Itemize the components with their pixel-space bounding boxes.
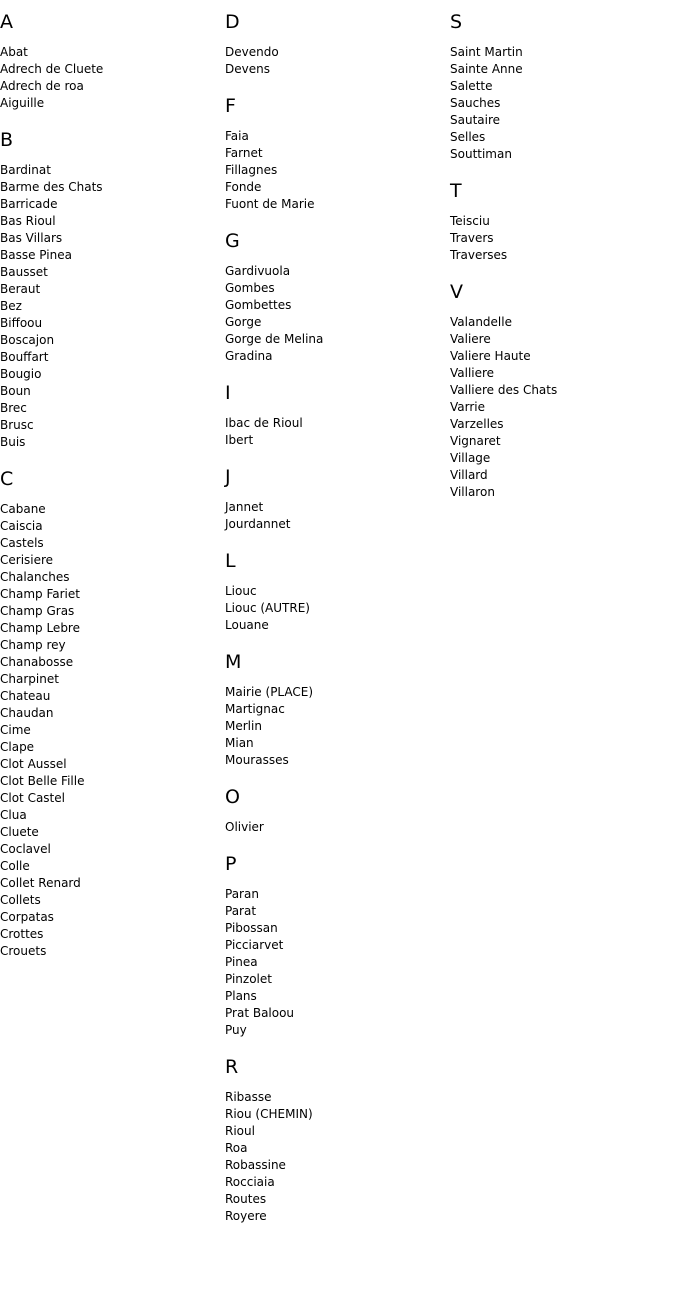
place-link[interactable]: Travers	[450, 231, 494, 245]
place-link[interactable]: Village	[450, 451, 491, 465]
place-list	[225, 128, 445, 213]
place-link[interactable]: Valiere	[450, 332, 491, 346]
letter-group-p	[225, 852, 445, 1039]
letter-heading: P	[225, 853, 237, 875]
place-link[interactable]: Buis	[0, 435, 26, 449]
place-link[interactable]: Gombettes	[225, 298, 292, 312]
place-link[interactable]: Ibac de Rioul	[225, 416, 303, 430]
place-link[interactable]: Fuont de Marie	[225, 197, 315, 211]
place-link[interactable]: Varrie	[450, 400, 486, 414]
place-link[interactable]: Barme des Chats	[0, 180, 103, 194]
place-link[interactable]: Valliere des Chats	[450, 383, 558, 397]
place-link[interactable]: Villard	[450, 468, 488, 482]
letter-group-t	[450, 179, 670, 264]
place-link[interactable]: Bas Rioul	[0, 214, 56, 228]
place-link[interactable]: Farnet	[225, 146, 263, 160]
place-link[interactable]: Prat Baloou	[225, 1006, 295, 1020]
place-link[interactable]: Pibossan	[225, 921, 278, 935]
place-link[interactable]: Rocciaia	[225, 1175, 275, 1189]
place-link[interactable]: Saint Martin	[450, 45, 523, 59]
place-list	[450, 44, 670, 163]
place-link[interactable]: Gardivuola	[225, 264, 291, 278]
letter-heading: L	[225, 550, 236, 572]
place-link[interactable]: Champ rey	[0, 638, 66, 652]
letter-group-a	[0, 10, 220, 112]
letter-heading: A	[0, 11, 13, 33]
place-link[interactable]: Biffoou	[0, 316, 43, 330]
place-link[interactable]: Barricade	[0, 197, 58, 211]
place-link[interactable]: Faia	[225, 129, 249, 143]
place-link[interactable]: Beraut	[0, 282, 41, 296]
place-link[interactable]: Jannet	[225, 500, 264, 514]
place-link[interactable]: Picciarvet	[225, 938, 284, 952]
letter-heading: T	[450, 180, 462, 202]
letter-heading: R	[225, 1056, 239, 1078]
place-link[interactable]: Selles	[450, 130, 486, 144]
place-link[interactable]: Bouffart	[0, 350, 49, 364]
letter-heading: G	[225, 230, 240, 252]
place-link[interactable]: Chanabosse	[0, 655, 74, 669]
place-link[interactable]: Ribasse	[225, 1090, 272, 1104]
place-link[interactable]: Champ Gras	[0, 604, 75, 618]
place-link[interactable]: Villaron	[450, 485, 495, 499]
index-column-1	[0, 10, 220, 976]
place-link[interactable]: Aiguille	[0, 96, 45, 110]
letter-group-b	[0, 128, 220, 451]
place-link[interactable]: Crottes	[0, 927, 44, 941]
place-link[interactable]: Chateau	[0, 689, 51, 703]
place-link[interactable]: Coclavel	[0, 842, 51, 856]
place-link[interactable]: Brec	[0, 401, 27, 415]
place-link[interactable]: Mourasses	[225, 753, 289, 767]
place-link[interactable]: Parat	[225, 904, 257, 918]
place-link[interactable]: Adrech de Cluete	[0, 62, 104, 76]
place-list	[0, 162, 220, 451]
place-link[interactable]: Pinzolet	[225, 972, 272, 986]
letter-group-m	[225, 650, 445, 769]
letter-group-l	[225, 549, 445, 634]
place-link[interactable]: Caiscia	[0, 519, 43, 533]
place-link[interactable]: Valliere	[450, 366, 495, 380]
place-link[interactable]: Routes	[225, 1192, 267, 1206]
place-link[interactable]: Riou (CHEMIN)	[225, 1107, 313, 1121]
place-link[interactable]: Merlin	[225, 719, 262, 733]
place-link[interactable]: Abat	[0, 45, 28, 59]
place-link[interactable]: Robassine	[225, 1158, 286, 1172]
place-list	[225, 415, 445, 449]
place-link[interactable]: Collets	[0, 893, 41, 907]
place-list	[225, 44, 445, 78]
letter-group-v	[450, 280, 670, 501]
place-link[interactable]: Gorge de Melina	[225, 332, 324, 346]
letter-heading: F	[225, 95, 236, 117]
place-link[interactable]: Bardinat	[0, 163, 51, 177]
place-link[interactable]: Corpatas	[0, 910, 54, 924]
index-column-2	[225, 10, 445, 1241]
letter-group-d	[225, 10, 445, 78]
place-link[interactable]: Plans	[225, 989, 257, 1003]
place-link[interactable]: Pinea	[225, 955, 258, 969]
place-link[interactable]: Champ Lebre	[0, 621, 80, 635]
letter-heading: J	[225, 466, 231, 488]
place-list	[225, 684, 445, 769]
place-link[interactable]: Teisciu	[450, 214, 490, 228]
place-link[interactable]: Cluete	[0, 825, 39, 839]
place-link[interactable]: Gorge	[225, 315, 262, 329]
place-link[interactable]: Valiere Haute	[450, 349, 531, 363]
place-link[interactable]: Boun	[0, 384, 31, 398]
place-link[interactable]: Souttiman	[450, 147, 512, 161]
place-link[interactable]: Clot Aussel	[0, 757, 67, 771]
letter-heading: V	[450, 281, 463, 303]
place-list	[225, 819, 445, 836]
place-list	[225, 1089, 445, 1225]
place-link[interactable]: Clua	[0, 808, 27, 822]
place-link[interactable]: Cabane	[0, 502, 46, 516]
index-column-3	[450, 10, 670, 517]
place-link[interactable]: Varzelles	[450, 417, 504, 431]
letter-group-s	[450, 10, 670, 163]
letter-heading: I	[225, 382, 231, 404]
place-link[interactable]: Royere	[225, 1209, 267, 1223]
letter-group-o	[225, 785, 445, 836]
place-link[interactable]: Clape	[0, 740, 35, 754]
place-list	[225, 499, 445, 533]
place-link[interactable]: Devendo	[225, 45, 279, 59]
place-link[interactable]: Martignac	[225, 702, 285, 716]
place-link[interactable]: Ibert	[225, 433, 254, 447]
place-link[interactable]: Liouc	[225, 584, 257, 598]
place-link[interactable]: Jourdannet	[225, 517, 291, 531]
letter-group-i	[225, 381, 445, 449]
place-link[interactable]: Gradina	[225, 349, 273, 363]
letter-group-j	[225, 465, 445, 533]
place-link[interactable]: Colle	[0, 859, 30, 873]
place-list	[225, 886, 445, 1039]
place-link[interactable]: Bez	[0, 299, 22, 313]
letter-group-f	[225, 94, 445, 213]
place-link[interactable]: Clot Castel	[0, 791, 65, 805]
place-link[interactable]: Basse Pinea	[0, 248, 72, 262]
place-link[interactable]: Champ Fariet	[0, 587, 80, 601]
letter-heading: C	[0, 468, 14, 490]
place-link[interactable]: Chaudan	[0, 706, 54, 720]
place-list	[450, 314, 670, 501]
place-link[interactable]: Brusc	[0, 418, 34, 432]
place-link[interactable]: Salette	[450, 79, 493, 93]
letter-group-g	[225, 229, 445, 365]
place-list	[225, 263, 445, 365]
place-link[interactable]: Sauches	[450, 96, 501, 110]
place-link[interactable]: Castels	[0, 536, 44, 550]
place-link[interactable]: Rioul	[225, 1124, 255, 1138]
letter-heading: B	[0, 129, 14, 151]
place-link[interactable]: Paran	[225, 887, 259, 901]
place-link[interactable]: Bas Villars	[0, 231, 63, 245]
place-link[interactable]: Puy	[225, 1023, 247, 1037]
letter-heading: M	[225, 651, 242, 673]
place-link[interactable]: Louane	[225, 618, 269, 632]
place-link[interactable]: Fonde	[225, 180, 262, 194]
place-link[interactable]: Chalanches	[0, 570, 70, 584]
place-link[interactable]: Liouc (AUTRE)	[225, 601, 310, 615]
place-link[interactable]: Devens	[225, 62, 270, 76]
place-link[interactable]: Gombes	[225, 281, 275, 295]
place-link[interactable]: Sainte Anne	[450, 62, 523, 76]
place-list	[0, 501, 220, 960]
place-link[interactable]: Sautaire	[450, 113, 501, 127]
place-link[interactable]: Bausset	[0, 265, 48, 279]
place-link[interactable]: Cerisiere	[0, 553, 54, 567]
letter-group-r	[225, 1055, 445, 1225]
place-link[interactable]: Collet Renard	[0, 876, 81, 890]
place-link[interactable]: Crouets	[0, 944, 47, 958]
letter-heading: D	[225, 11, 240, 33]
place-link[interactable]: Charpinet	[0, 672, 59, 686]
place-link[interactable]: Clot Belle Fille	[0, 774, 85, 788]
place-list	[450, 213, 670, 264]
letter-heading: O	[225, 786, 240, 808]
place-link[interactable]: Bougio	[0, 367, 42, 381]
place-list	[0, 44, 220, 112]
place-link[interactable]: Adrech de roa	[0, 79, 84, 93]
place-link[interactable]: Roa	[225, 1141, 248, 1155]
place-link[interactable]: Olivier	[225, 820, 264, 834]
letter-group-c	[0, 467, 220, 960]
place-link[interactable]: Mian	[225, 736, 254, 750]
letter-heading: S	[450, 11, 463, 33]
place-link[interactable]: Valandelle	[450, 315, 512, 329]
place-link[interactable]: Cime	[0, 723, 31, 737]
place-link[interactable]: Fillagnes	[225, 163, 278, 177]
place-link[interactable]: Mairie (PLACE)	[225, 685, 314, 699]
place-list	[225, 583, 445, 634]
place-link[interactable]: Traverses	[450, 248, 508, 262]
place-link[interactable]: Vignaret	[450, 434, 501, 448]
place-link[interactable]: Boscajon	[0, 333, 55, 347]
